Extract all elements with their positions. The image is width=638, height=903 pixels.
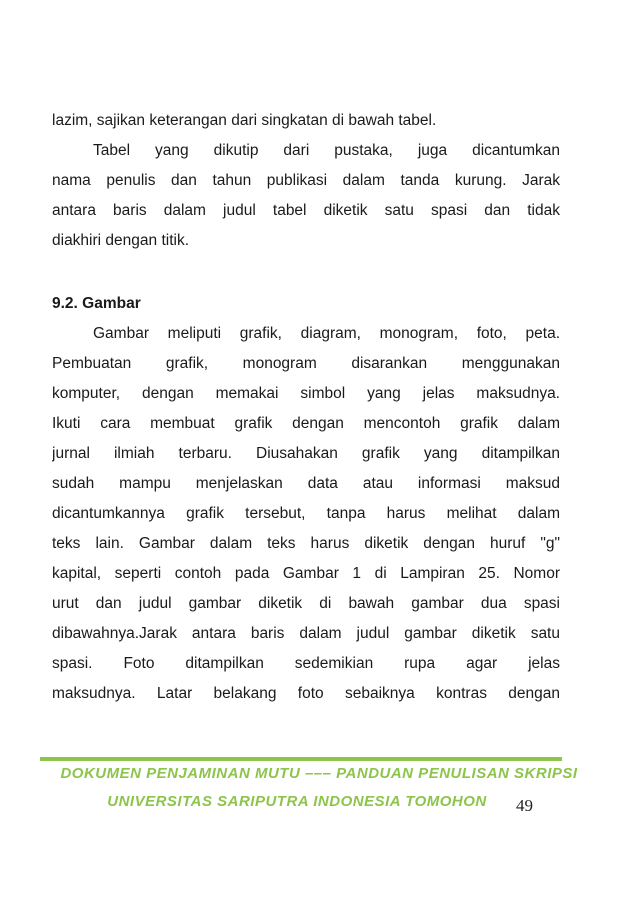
footer-institution: UNIVERSITAS SARIPUTRA INDONESIA TOMOHON [107,793,487,810]
section-line: dicantumkannya grafik tersebut, tanpa harus melihat dalam [52,505,560,522]
table-notes-paragraph [52,106,560,256]
body-line: antara baris dalam judul tabel diketik satu spasi dan tidak [52,202,560,219]
section-line: maksudnya. Latar belakang foto sebaiknya kontras dengan [52,685,560,702]
section-line: Gambar meliputi grafik, diagram, monogram, foto, peta. [93,325,560,342]
body-line: lazim, sajikan keterangan dari singkatan di bawah tabel. [52,112,437,129]
page-number: 49 [516,796,533,815]
section-line: spasi. Foto ditampilkan sedemikian rupa agar jelas [52,655,560,672]
footer-title: DOKUMEN PENJAMINAN MUTU ––– PANDUAN PENULISAN SKRIPSI [60,765,578,782]
footer-divider [40,757,562,761]
body-line: Tabel yang dikutip dari pustaka, juga dicantumkan [93,142,560,159]
section-line: dibawahnya.Jarak antara baris dalam judul gambar diketik satu [52,625,560,642]
section-heading: 9.2. Gambar [52,295,141,312]
section-gambar [52,289,560,709]
body-line: diakhiri dengan titik. [52,232,189,249]
section-line: Ikuti cara membuat grafik dengan mencontoh grafik dalam [52,415,560,432]
body-line: nama penulis dan tahun publikasi dalam tanda kurung. Jarak [52,172,560,189]
section-line: urut dan judul gambar diketik di bawah gambar dua spasi [52,595,560,612]
section-line: jurnal ilmiah terbaru. Diusahakan grafik yang ditampilkan [52,445,560,462]
section-line: kapital, seperti contoh pada Gambar 1 di Lampiran 25. Nomor [52,565,560,582]
section-line: komputer, dengan memakai simbol yang jelas maksudnya. [52,385,560,402]
section-line: Pembuatan grafik, monogram disarankan menggunakan [52,355,560,372]
section-line: teks lain. Gambar dalam teks harus diketik dengan huruf "g" [52,535,560,552]
section-line: sudah mampu menjelaskan data atau informasi maksud [52,475,560,492]
